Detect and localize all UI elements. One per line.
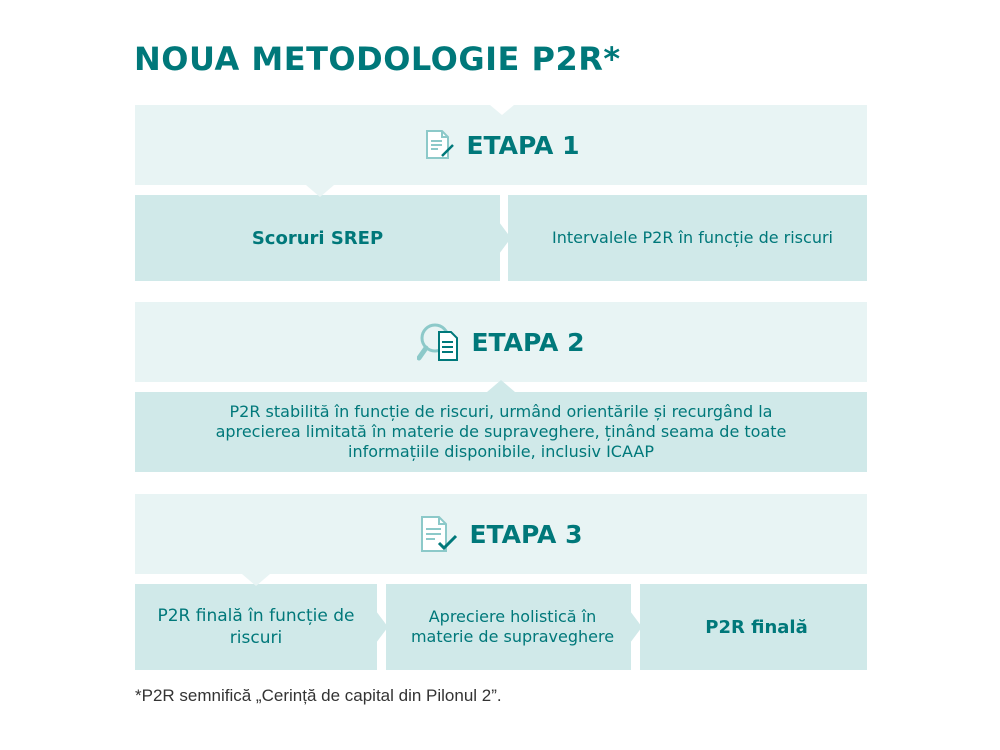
stage-3-arrow-1 (376, 611, 388, 643)
stage-1-box-srep-label: Scoruri SREP (251, 227, 384, 249)
stage-1-box-srep (135, 195, 500, 281)
stage-1-connector (306, 185, 334, 197)
stage-3-box-final-label: P2R finală (705, 616, 808, 638)
footnote: *P2R semnifică „Cerință de capital din Pilonul 2”. (135, 686, 502, 705)
stage-1-top-notch (490, 105, 514, 115)
stage-2-connector (487, 380, 515, 392)
stage-3-header (135, 494, 867, 574)
magnifier-document-icon (417, 322, 461, 362)
page-title: NOUA METODOLOGIE P2R* (134, 40, 621, 78)
stage-3-connector (242, 574, 270, 586)
stage-3-box-final (640, 584, 867, 670)
document-check-icon (419, 515, 459, 553)
stage-1-label: ETAPA 1 (466, 130, 580, 160)
stage-2-box-text: P2R stabilită în funcție de riscuri, urmând orientările și recurgând la aprecierea limitată în materie de supraveghere, ținând seama de toate informațiile disponibile, inclusiv ICAAP (215, 402, 787, 461)
stage-3-arrow-2 (630, 611, 642, 643)
document-pencil-icon (422, 128, 456, 162)
stage-2-header (135, 302, 867, 382)
stage-3-box-final-risk-label: P2R finală în funcție de riscuri (157, 606, 355, 648)
stage-1-header (135, 105, 867, 185)
stage-3-box-holistic-label: Apreciere holistică în materie de supraveghere (410, 607, 615, 646)
stage-2-label: ETAPA 2 (471, 327, 585, 357)
stage-3-box-holistic (386, 584, 631, 670)
stage-3-box-final-risk (135, 584, 377, 670)
stage-3-label: ETAPA 3 (469, 519, 583, 549)
stage-1-box-intervals (508, 195, 867, 281)
stage-2-box (135, 392, 867, 472)
stage-1-arrow (499, 222, 511, 254)
stage-1-box-intervals-label: Intervalele P2R în funcție de riscuri (552, 228, 833, 247)
